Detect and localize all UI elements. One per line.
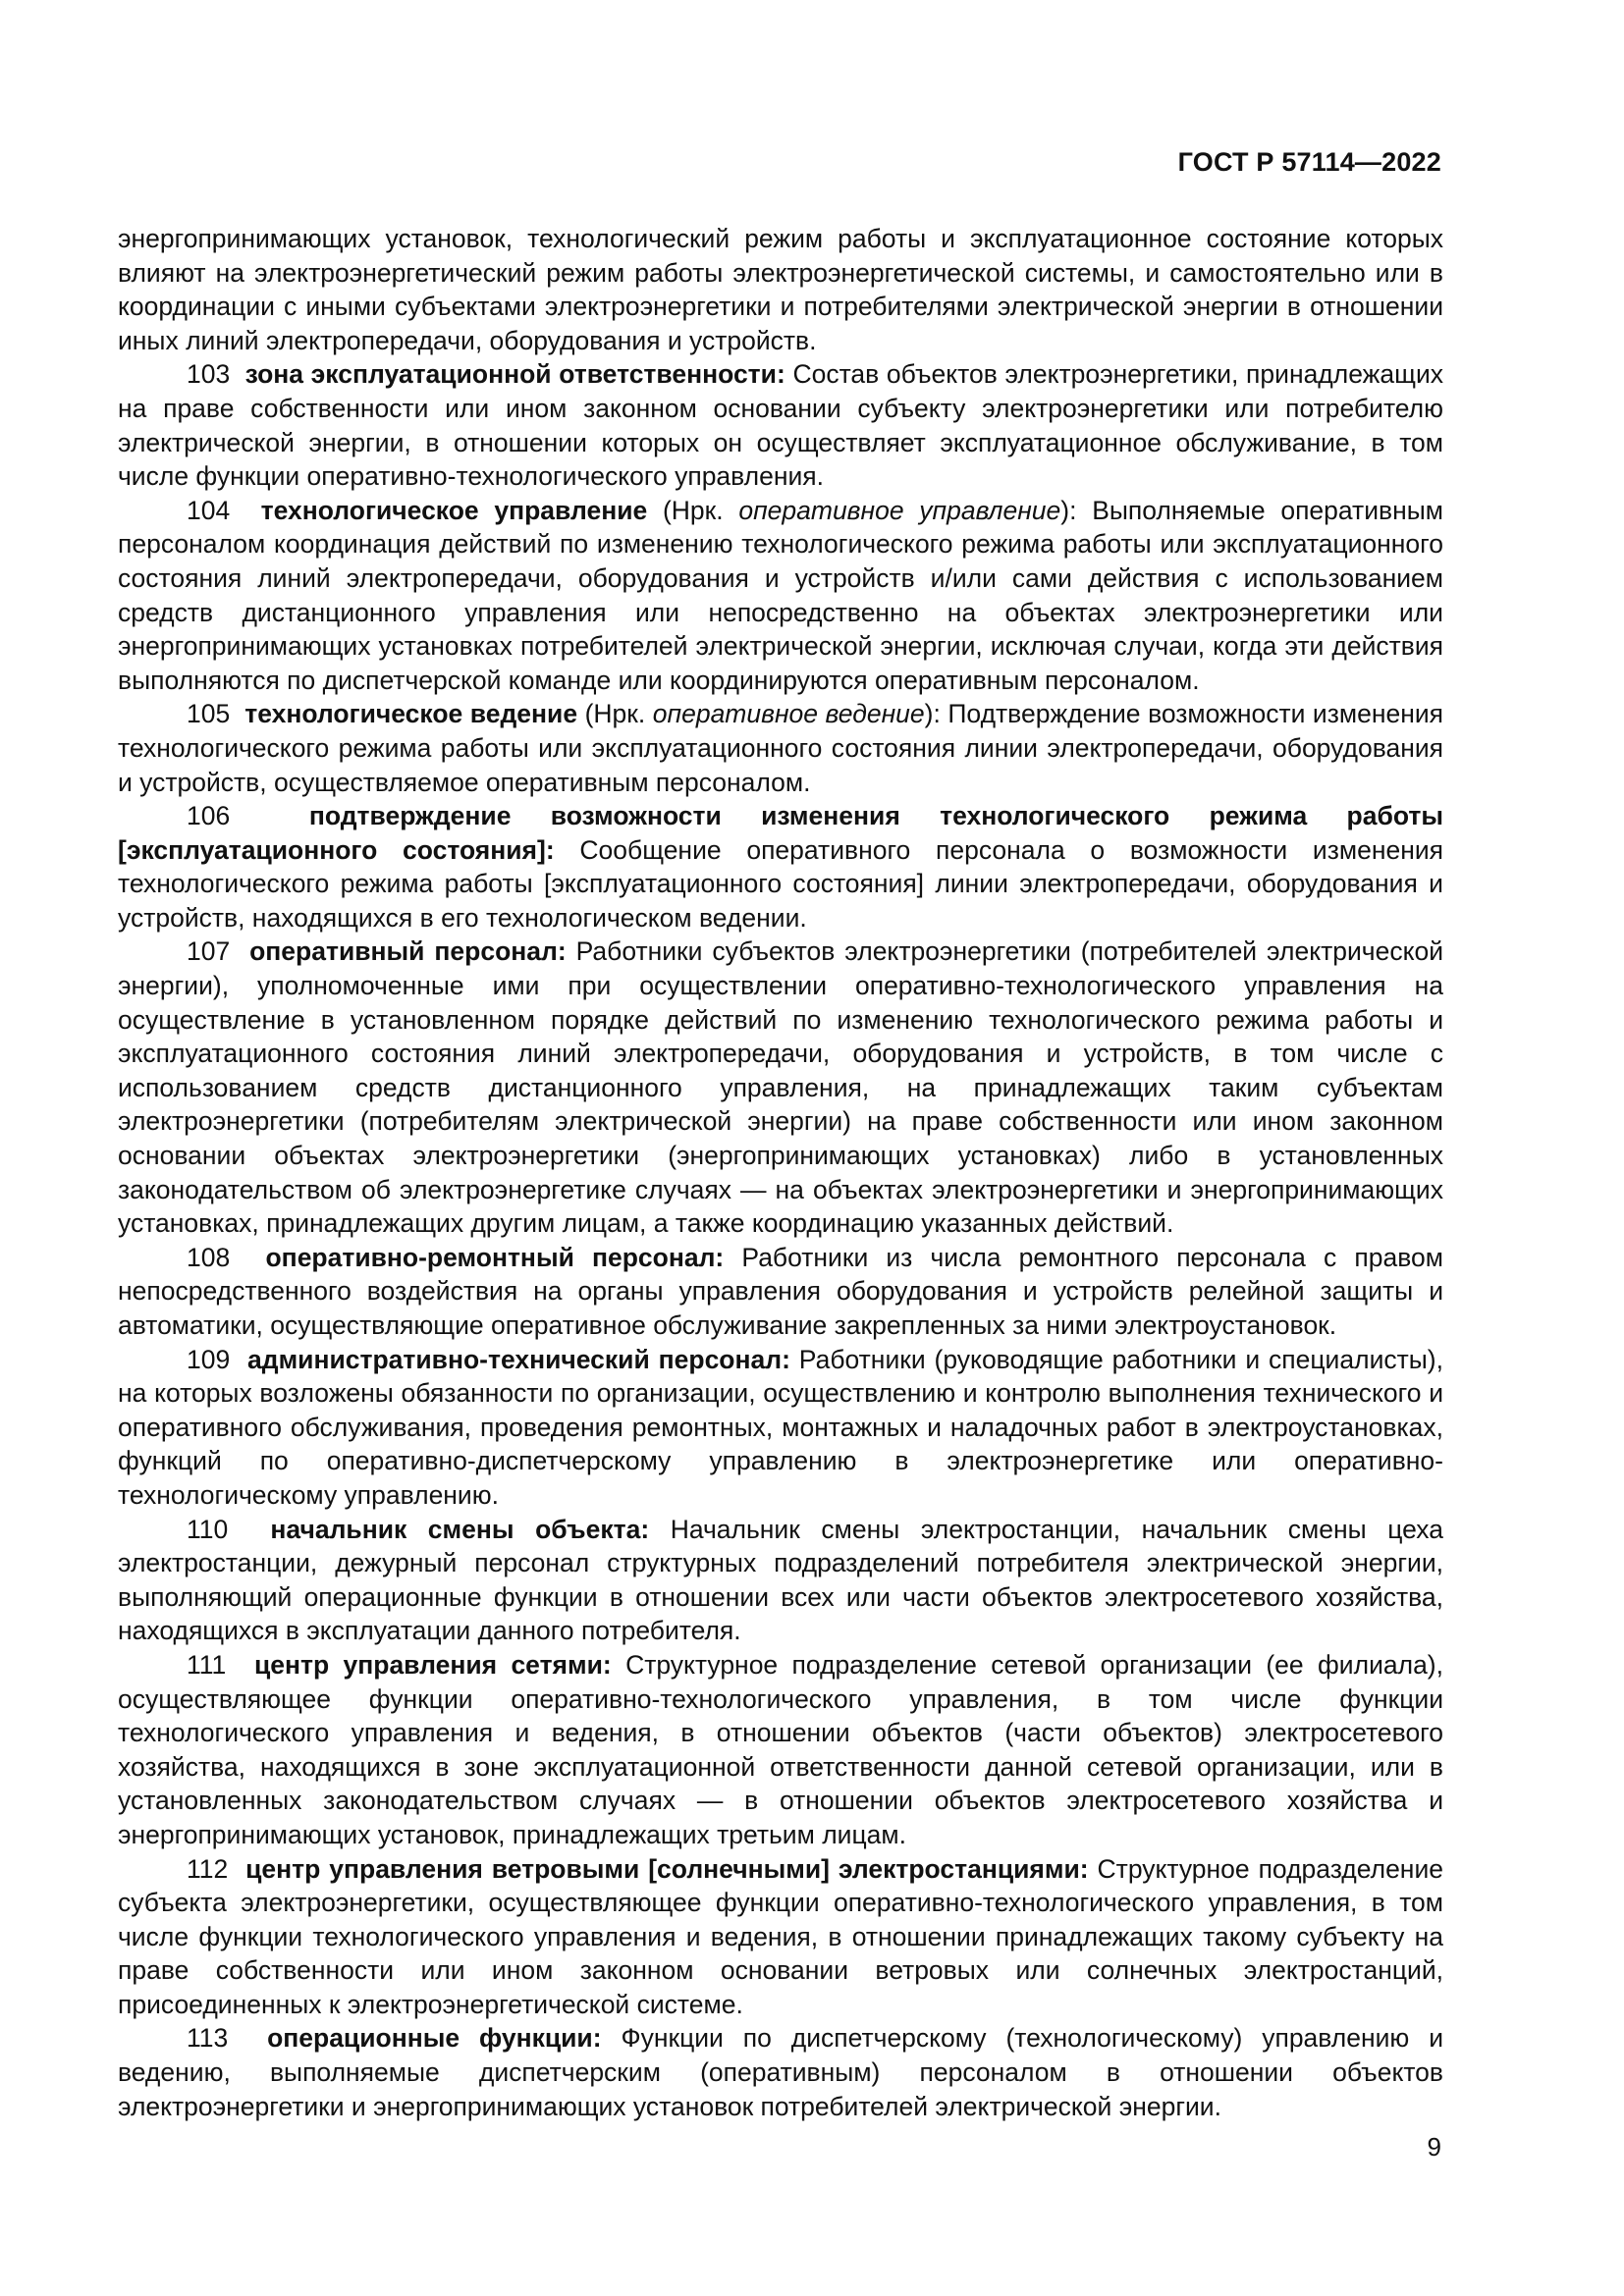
term-title: административно-технический персонал: <box>247 1344 790 1374</box>
term-number: 108 <box>187 1242 231 1272</box>
term-definition: Работники субъектов электроэнергетики (потребителей электрической энергии), уполномоченные ими при осуществлении оперативно-технологического управления на осуществление в установленном порядке действий по изменению технологического режима работы и эксплуатационного состояния линий электропередачи, оборудования и устройств, в том числе с использованием средств дистанционного управления, на принадлежащих таким субъектам электроэнергетики (потребителям электрической энергии) на праве собственности или ином законном основании объектах электроэнергетики (энергопринимающих установках) либо в установленных законодательством об электроэнергетике случаях — на объектах электроэнергетики и энергопринимающих установках, принадлежащих другим лицам, а также координацию указанных действий. <box>118 936 1443 1239</box>
continuation-paragraph: энергопринимающих установок, технологический режим работы и эксплуатационное состояние которых влияют на электроэнергетический режим работы электроэнергетической системы, и самостоятельно или в координации с иными субъектами электроэнергетики и потребителями электрической энергии в отношении иных линий электропередачи, оборудования и устройств. <box>118 224 1443 355</box>
term-definition: ): Выполняемые оперативным персоналом координация действий по изменению технологического режима работы или эксплуатационного состояния линий электропередачи, оборудования и устройств и/или сами действия с использованием средств дистанционного управления или непосредственно на объектах электроэнергетики или энергопринимающих установках потребителей электрической энергии, исключая случаи, когда эти действия выполняются по диспетчерской команде или координируются оперативным персоналом. <box>118 495 1443 695</box>
term-title: оперативно-ремонтный персонал: <box>265 1242 725 1272</box>
term-entry-108 <box>118 1241 1443 1343</box>
term-entry-106 <box>118 799 1443 934</box>
page-number: 9 <box>1427 2132 1441 2162</box>
term-entry-107 <box>118 934 1443 1240</box>
term-definition: Работники (руководящие работники и специалисты), на которых возложены обязанности по организации, осуществлению и контролю выполнения технического и оперативного обслуживания, проведения ремонтных, монтажных и наладочных работ в электроустановках, функций по оперативно-диспетчерскому управлению в электроэнергетике или оперативно-технологическому управлению. <box>118 1344 1443 1510</box>
term-definition: Структурное подразделение сетевой организации (ее филиала), осуществляющее функции оперативно-технологического управления, в том числе функции технологического управления и ведения, в отношении объектов (части объектов) электросетевого хозяйства, находящихся в зоне эксплуатационной ответственности данной сетевой организации, или в установленных законодательством случаях — в отношении объектов электросетевого хозяйства и энергопринимающих установок, принадлежащих третьим лицам. <box>118 1649 1443 1849</box>
term-number: 110 <box>187 1514 229 1544</box>
alt-term-prefix: (Нрк. <box>647 495 739 525</box>
standard-code-header: ГОСТ Р 57114—2022 <box>1177 147 1441 177</box>
term-title: технологическое ведение <box>244 699 578 729</box>
term-entry-113 <box>118 2021 1443 2123</box>
alt-term: оперативное управление <box>738 495 1061 525</box>
term-number: 106 <box>187 801 231 831</box>
term-definition: Состав объектов электроэнергетики, принадлежащих на праве собственности или ином законном основании субъекту электроэнергетики или потребителю электрической энергии, в отношении которых он осуществляет эксплуатационное обслуживание, в том числе функции оперативно-технологического управления. <box>118 359 1443 492</box>
term-entry-105 <box>118 697 1443 799</box>
term-number: 107 <box>187 936 231 967</box>
term-definition: ): Подтверждение возможности изменения технологического режима работы или эксплуатационного состояния линии электропередачи, оборудования и устройств, осуществляемое оперативным персоналом. <box>118 699 1443 797</box>
term-entry-112 <box>118 1852 1443 2022</box>
term-number: 109 <box>187 1344 231 1374</box>
term-entry-111 <box>118 1648 1443 1852</box>
term-title: начальник смены объекта: <box>270 1514 650 1544</box>
term-number: 112 <box>187 1853 229 1884</box>
term-entry-109 <box>118 1343 1443 1513</box>
term-entry-110 <box>118 1513 1443 1648</box>
body-text <box>118 222 1443 2123</box>
alt-term: оперативное ведение <box>652 699 925 729</box>
term-number: 105 <box>187 699 231 729</box>
term-title: оперативный персонал: <box>249 936 567 967</box>
term-number: 111 <box>187 1649 227 1680</box>
term-title: технологическое управление <box>260 495 648 525</box>
term-title: центр управления ветровыми [солнечными] электростанциями: <box>245 1853 1089 1884</box>
term-title: центр управления сетями: <box>253 1649 612 1680</box>
term-definition: Функции по диспетчерскому (технологическому) управлению и ведению, выполняемые диспетчерским (оперативным) персоналом в отношении объектов электроэнергетики и энергопринимающих установок потребителей электрической энергии. <box>118 2023 1443 2121</box>
term-definition: Структурное подразделение субъекта электроэнергетики, осуществляющее функции оперативно-технологического управления, в том числе функции технологического управления и ведения, в отношении принадлежащих такому субъекту на праве собственности или ином законном основании ветровых или солнечных электростанций, присоединенных к электроэнергетической системе. <box>118 1853 1443 2019</box>
term-number: 103 <box>187 359 231 390</box>
alt-term-prefix: (Нрк. <box>577 699 653 729</box>
term-definition: Сообщение оперативного персонала о возможности изменения технологического режима работы [эксплуатационного состояния] линии электропередачи, оборудования и устройств, находящихся в его технологическом ведении. <box>118 834 1443 933</box>
term-number: 104 <box>187 495 231 525</box>
term-title: зона эксплуатационной ответственности: <box>244 359 785 390</box>
term-title: подтверждение возможности изменения технологического режима работы [эксплуатационного состояния]: <box>118 801 1443 865</box>
term-definition: Начальник смены электростанции, начальник смены цеха электростанции, дежурный персонал структурных подразделений потребителя электрической энергии, выполняющий операционные функции в отношении всех или части объектов электросетевого хозяйства, находящихся в эксплуатации данного потребителя. <box>118 1514 1443 1646</box>
term-definition: Работники из числа ремонтного персонала с правом непосредственного воздействия на органы управления оборудования и устройств релейной защиты и автоматики, осуществляющие оперативное обслуживание закрепленных за ними электроустановок. <box>118 1242 1443 1340</box>
term-entry-103 <box>118 357 1443 493</box>
term-number: 113 <box>187 2023 229 2054</box>
term-entry-104 <box>118 494 1443 698</box>
term-title: операционные функции: <box>267 2023 602 2054</box>
